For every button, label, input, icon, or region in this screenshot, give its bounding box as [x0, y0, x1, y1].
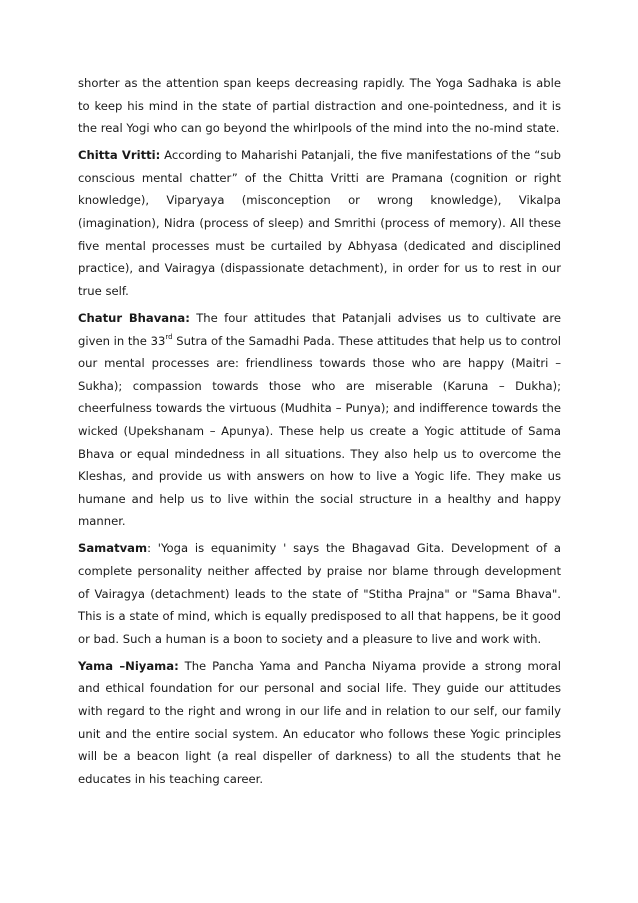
paragraph-intro	[78, 72, 561, 140]
paragraph-yama-niyama-text: The Pancha Yama and Pancha Niyama provide a strong moral and ethical foundation for our personal and social life. They guide our attitudes with regard to the right and wrong in our life and in relation to our self, our family unit and the entire social system. An educator who follows these Yogic principles will be a beacon light (a real dispeller of darkness) to all the students that he educates in his teaching career.	[78, 658, 561, 786]
term-yama-niyama: Yama –Niyama:	[78, 658, 179, 673]
paragraph-chitta-vritti	[78, 144, 561, 302]
paragraph-samatvam-text: : 'Yoga is equanimity ' says the Bhagavad Gita. Development of a complete personality neither affected by praise nor blame through development of Vairagya (detachment) leads to the state of "Stitha Prajna" or "Sama Bhava". This is a state of mind, which is equally predisposed to all that happens, be it good or bad. Such a human is a boon to society and a pleasure to live and work with.	[78, 541, 561, 646]
paragraph-chitta-vritti-text: According to Maharishi Patanjali, the five manifestations of the “sub conscious mental chatter” of the Chitta Vritti are Pramana (cognition or right knowledge), Viparyaya (misconception or wrong knowledge), Vikalpa (imagination), Nidra (process of sleep) and Smrithi (process of memory). All these five mental processes must be curtailed by Abhyasa (dedicated and disciplined practice), and Vairagya (dispassionate detachment), in order for us to rest in our true self.	[78, 148, 561, 298]
term-samatvam: Samatvam	[78, 541, 148, 556]
paragraph-yama-niyama	[78, 655, 561, 791]
term-chitta-vritti: Chitta Vritti:	[78, 148, 161, 163]
paragraph-chatur-bhavana-text-1: The four attitudes that Patanjali advises us to cultivate are given in the 33	[78, 310, 561, 348]
term-chatur-bhavana: Chatur Bhavana:	[78, 310, 190, 325]
paragraph-chatur-bhavana	[78, 307, 561, 533]
ordinal-superscript: rd	[165, 332, 173, 341]
paragraph-intro-text: shorter as the attention span keeps decreasing rapidly. The Yoga Sadhaka is able to keep his mind in the state of partial distraction and one-pointedness, and it is the real Yogi who can go beyond the whirlpools of the mind into the no-mind state.	[78, 76, 561, 136]
paragraph-samatvam	[78, 537, 561, 650]
paragraph-chatur-bhavana-text-2: Sutra of the Samadhi Pada. These attitudes that help us to control our mental processes are: friendliness towards those who are happy (Maitri – Sukha); compassion towards those who are miserable (Karuna – Dukha); cheerfulness towards the virtuous (Mudhita – Punya); and indifference towards the wicked (Upekshanam – Apunya). These help us create a Yogic attitude of Sama Bhava or equal mindedness in all situations. They also help us to overcome the Kleshas, and provide us with answers on how to live a Yogic life. They make us humane and help us to live within the social structure in a healthy and happy manner.	[78, 333, 561, 529]
document-page	[78, 72, 561, 795]
